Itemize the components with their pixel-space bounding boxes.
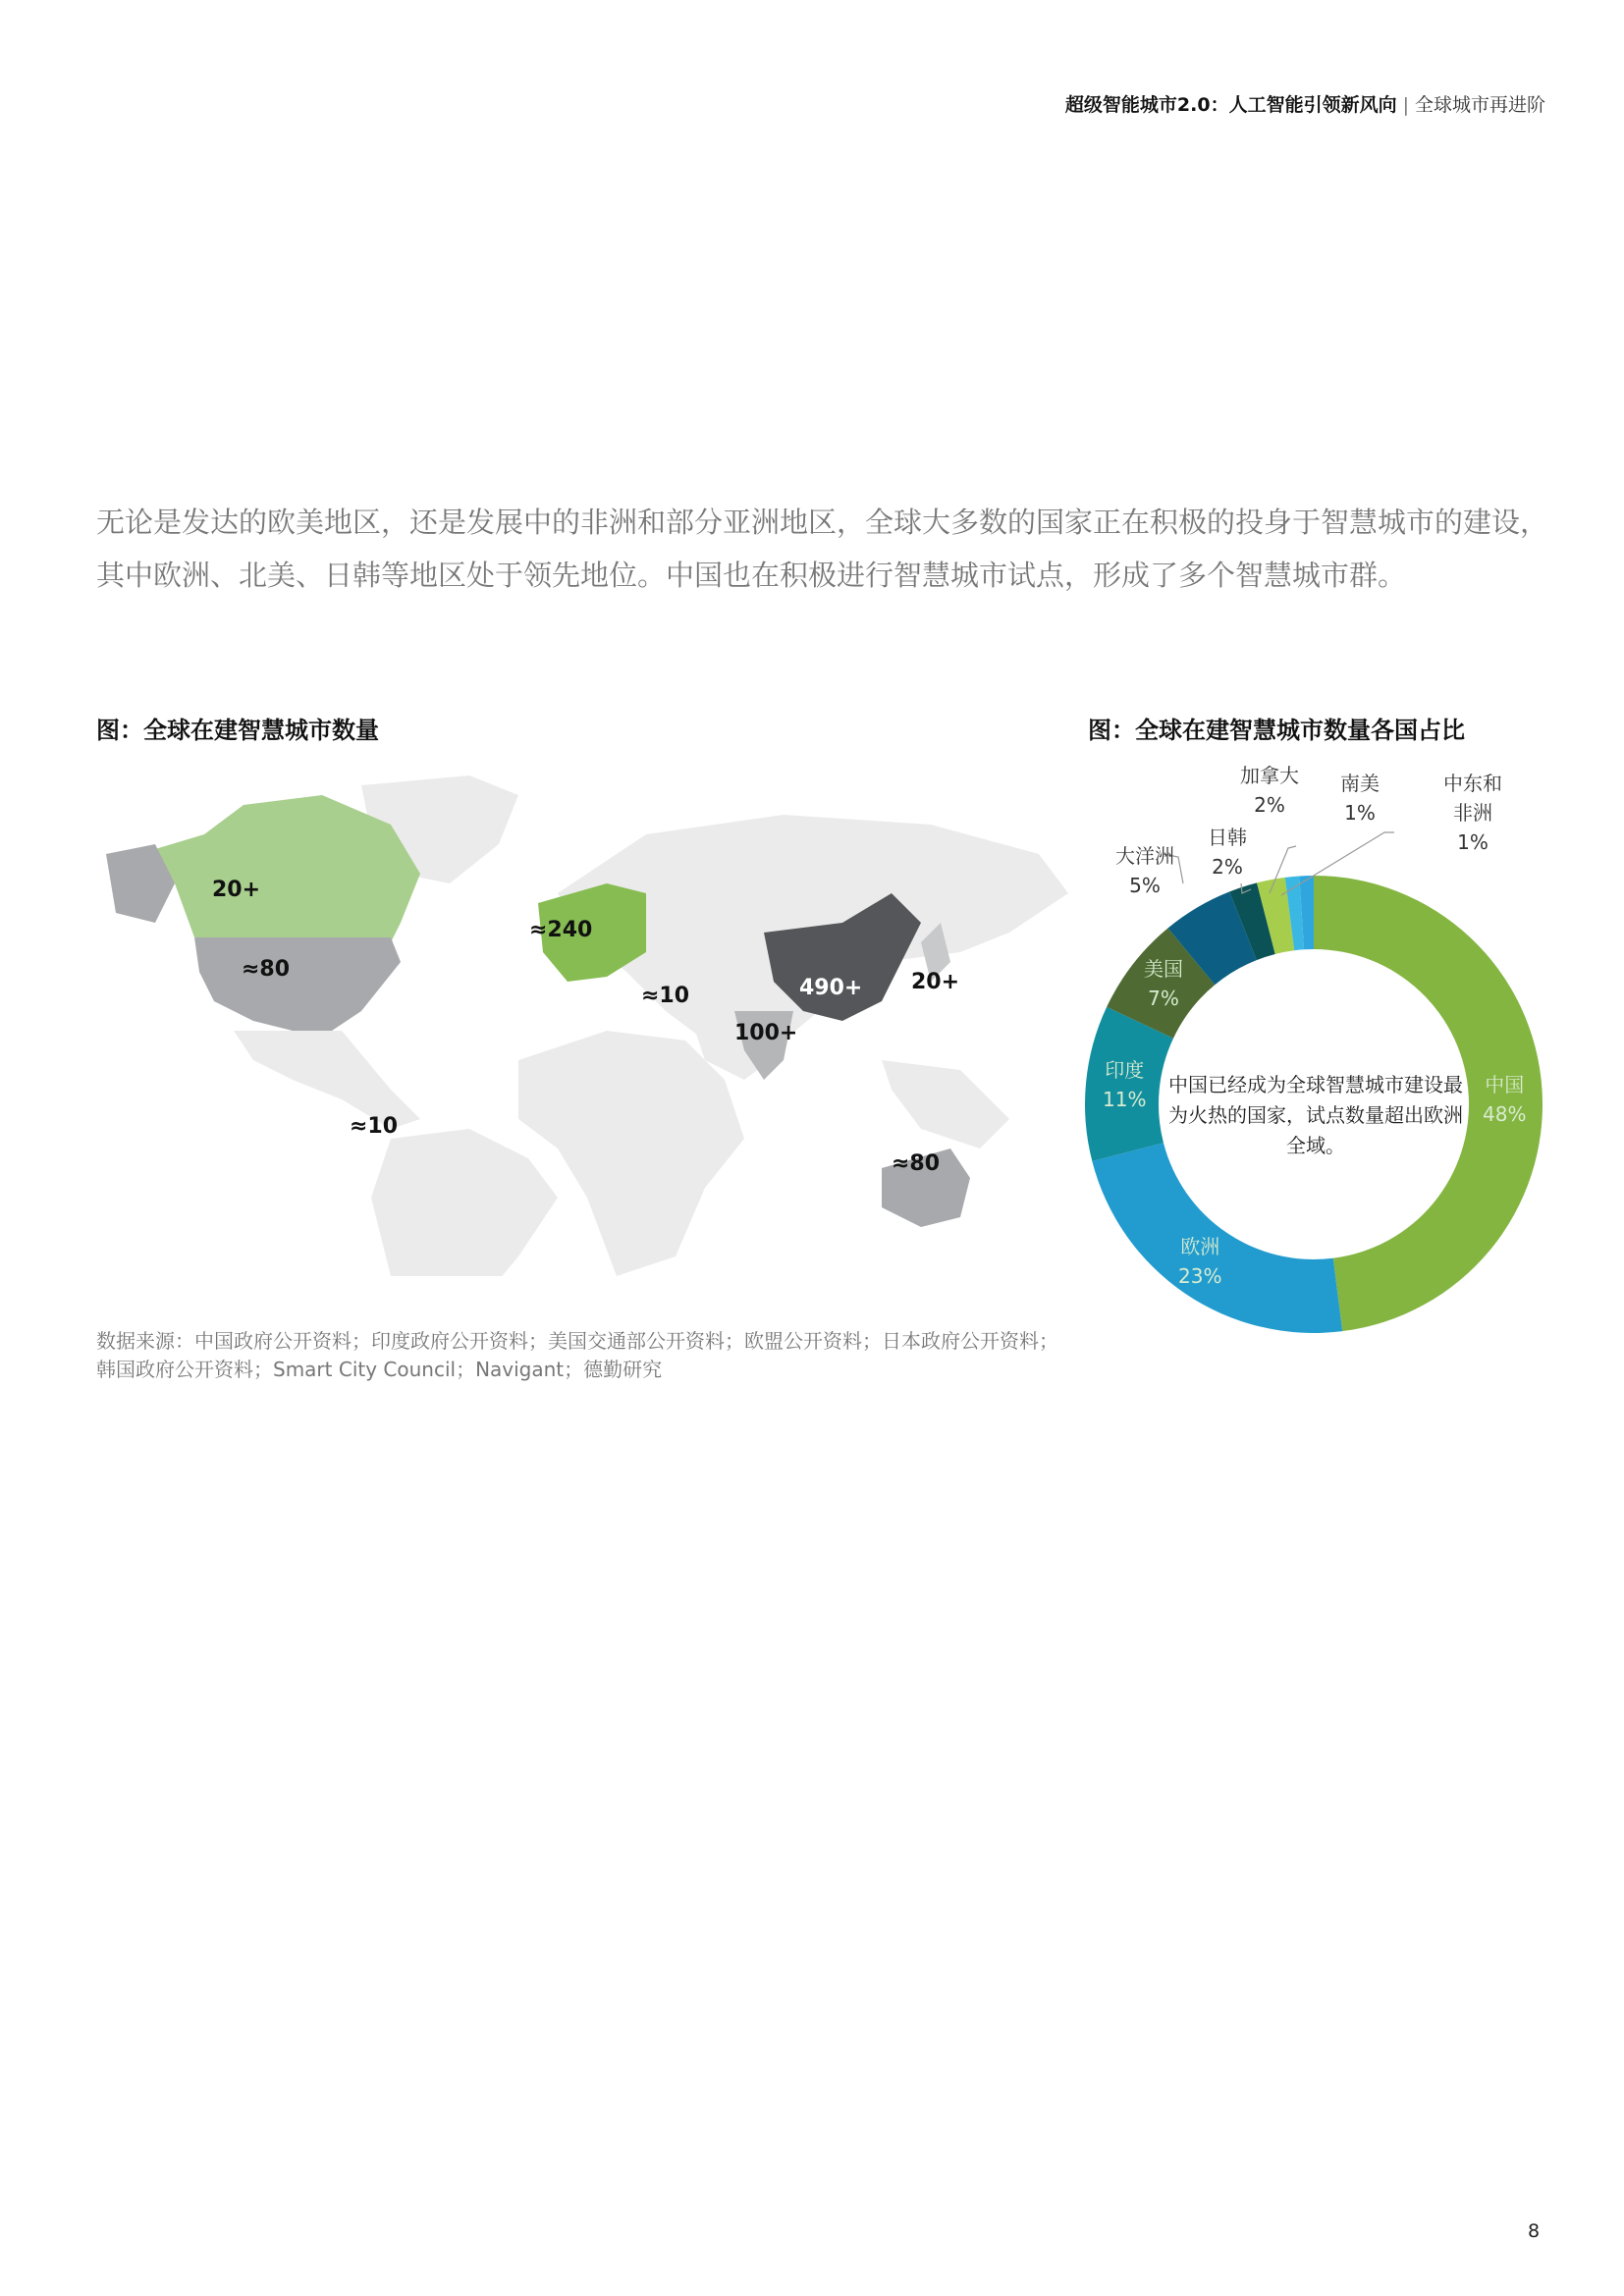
donut-chart	[1060, 746, 1624, 1355]
slice-label-europe: 欧洲 23%	[1178, 1235, 1222, 1288]
world-map-graphic	[96, 766, 1068, 1276]
map-figure-title: 图：全球在建智慧城市数量	[96, 717, 379, 744]
slice-label-china: 中国 48%	[1483, 1073, 1527, 1126]
label-china: 490+	[799, 976, 863, 1000]
header-title: 超级智能城市2.0：人工智能引领新风向	[1064, 94, 1397, 116]
label-middle-east: ≈10	[641, 984, 690, 1008]
intro-paragraph: 无论是发达的欧美地区，还是发展中的非洲和部分亚洲地区，全球大多数的国家正在积极的投身于智慧城市的建设，其中欧洲、北美、日韩等地区处于领先地位。中国也在积极进行智慧城市试点，形成了多个智慧城市群。	[96, 506, 1549, 592]
slice-label-mea: 中东和非洲 1%	[1443, 772, 1502, 854]
running-header	[1065, 90, 1545, 117]
label-japan-korea: 20+	[911, 970, 960, 994]
slice-label-canada: 加拿大 2%	[1240, 764, 1299, 817]
africa	[518, 1031, 744, 1276]
label-oceania: ≈80	[892, 1151, 941, 1176]
label-usa: ≈80	[242, 957, 291, 982]
donut-figure-title: 图：全球在建智慧城市数量各国占比	[1088, 717, 1465, 744]
header-separator: |	[1402, 94, 1409, 116]
slice-label-india: 印度 11%	[1103, 1058, 1147, 1111]
south-america	[371, 1129, 558, 1276]
usa-region	[194, 937, 401, 1031]
source-note: 数据来源：中国政府公开资料；印度政府公开资料；美国交通部公开资料；欧盟公开资料；日本政府公开资料；韩国政府公开资料；Smart City Council；Navigant；德勤研究	[96, 1329, 1058, 1381]
label-europe: ≈240	[529, 918, 593, 942]
world-map	[96, 766, 1068, 1276]
slice-label-oceania: 大洋洲 5%	[1115, 844, 1174, 897]
slice-label-japan-korea: 日韩 2%	[1208, 826, 1247, 879]
page-number: 8	[1528, 2220, 1541, 2242]
header-section: 全球城市再进阶	[1414, 94, 1545, 116]
label-canada: 20+	[212, 878, 261, 902]
slice-label-usa: 美国 7%	[1144, 957, 1183, 1010]
label-south-america: ≈10	[350, 1114, 399, 1139]
label-india: 100+	[734, 1021, 798, 1045]
se-asia	[882, 1060, 1009, 1148]
donut-center-note: 中国已经成为全球智慧城市建设最为火热的国家，试点数量超出欧洲全域。	[1168, 1073, 1463, 1157]
slice-label-south-america: 南美 1%	[1340, 772, 1380, 825]
